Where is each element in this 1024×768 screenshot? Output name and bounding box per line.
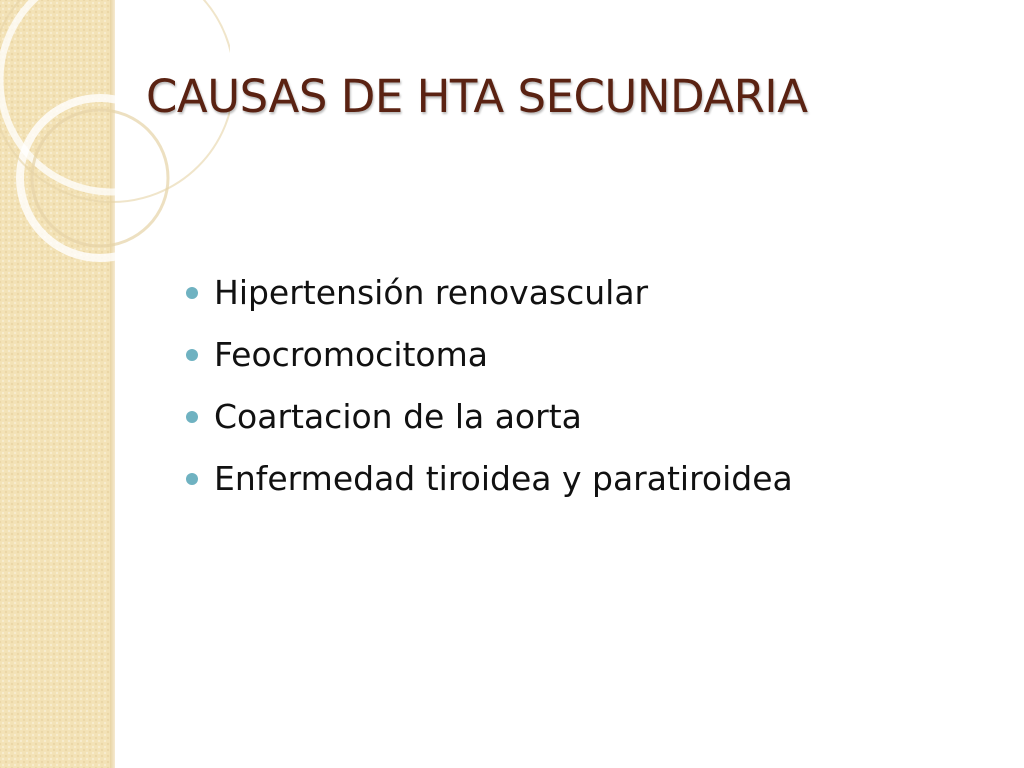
bullet-marker-icon [186, 411, 198, 423]
slide-title: CAUSAS DE HTA SECUNDARIA [146, 70, 808, 123]
bullet-item [186, 390, 793, 452]
bullet-marker-icon [186, 287, 198, 299]
bullet-text: Coartacion de la aorta [214, 397, 582, 436]
bullet-marker-icon [186, 473, 198, 485]
bullet-text: Enfermedad tiroidea y paratiroidea [214, 459, 793, 498]
decorative-rings-icon [0, 0, 230, 300]
bullet-item [186, 266, 793, 328]
bullet-item [186, 452, 793, 514]
bullet-item [186, 328, 793, 390]
bullet-marker-icon [186, 349, 198, 361]
bullet-text: Hipertensión renovascular [214, 273, 649, 312]
bullet-list [186, 266, 793, 514]
bullet-text: Feocromocitoma [214, 335, 488, 374]
